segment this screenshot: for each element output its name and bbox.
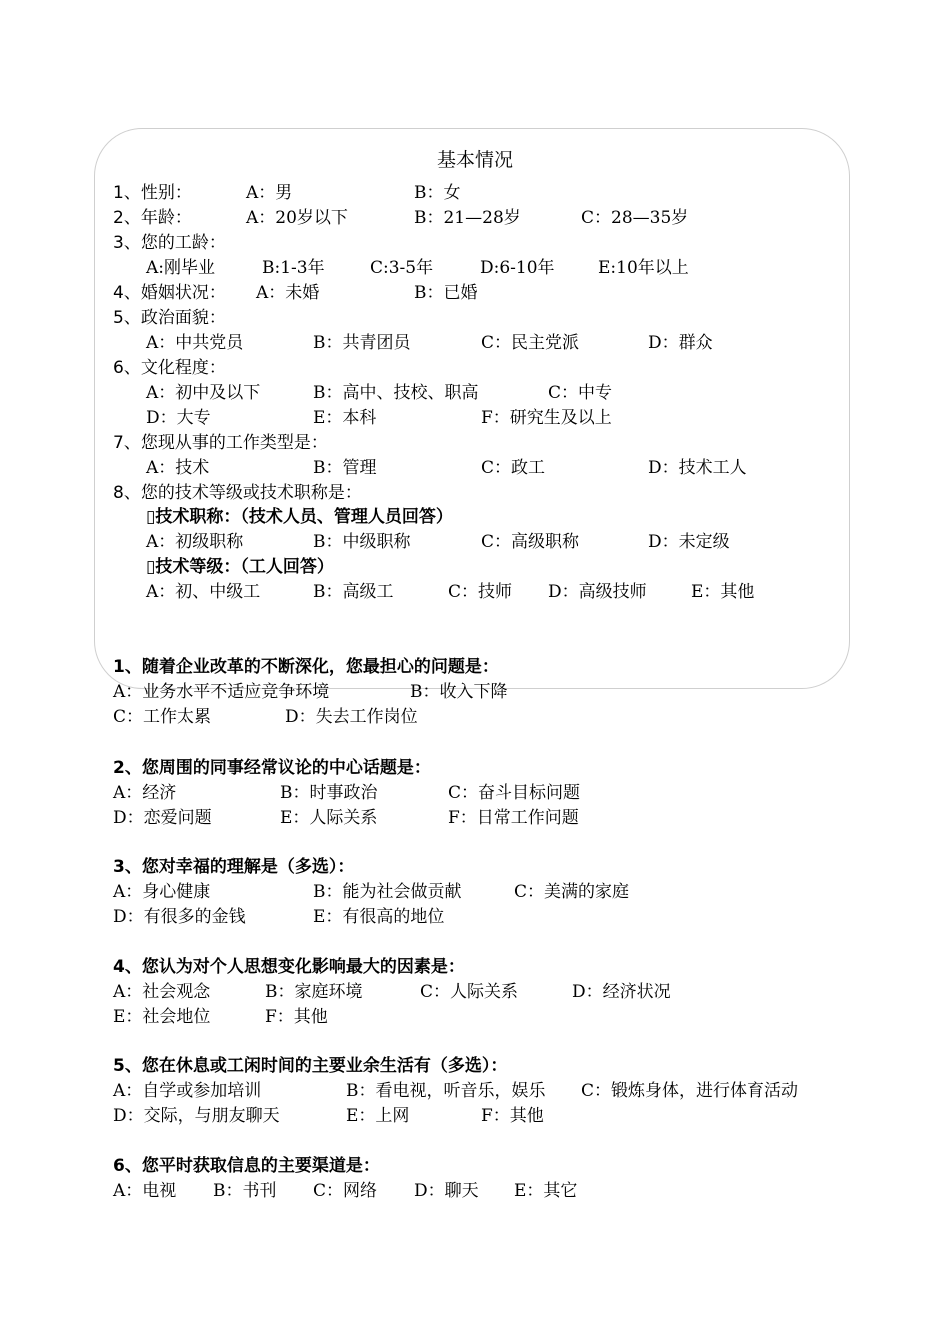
question-2-option-c[interactable]: C：奋斗目标问题 — [448, 783, 581, 803]
question-3-option-b[interactable]: B：能为社会做贡献 — [313, 882, 462, 902]
basic-q4-option-a[interactable]: A：未婚 — [256, 283, 320, 303]
basic-q7-option-b[interactable]: B：管理 — [313, 458, 377, 478]
basic-q1-option-a[interactable]: A：男 — [246, 183, 293, 203]
basic-q7-option-d[interactable]: D：技术工人 — [648, 458, 747, 478]
basic-q3-option-e[interactable]: E:10年以上 — [598, 258, 689, 278]
basic-q4-label: 4、婚姻状况： — [113, 283, 226, 303]
question-2-option-b[interactable]: B：时事政治 — [280, 783, 378, 803]
basic-q8-sub1-option-a[interactable]: A：初级职称 — [146, 532, 244, 552]
section-title: 基本情况 — [436, 149, 513, 171]
question-5-label: 5、您在休息或工闲时间的主要业余生活有（多选）： — [113, 1056, 508, 1076]
basic-q8-sub1-option-c[interactable]: C：高级职称 — [481, 532, 580, 552]
basic-q6-option-b[interactable]: B：高中、技校、职高 — [313, 383, 479, 403]
basic-q5-label: 5、政治面貌： — [113, 308, 226, 328]
basic-q8-sub2-option-b[interactable]: B：高级工 — [313, 582, 394, 602]
basic-q5-option-a[interactable]: A：中共党员 — [146, 333, 244, 353]
question-5-option-e[interactable]: E：上网 — [346, 1106, 410, 1126]
question-6-label: 6、您平时获取信息的主要渠道是： — [113, 1156, 380, 1176]
basic-q7-option-c[interactable]: C：政工 — [481, 458, 546, 478]
basic-q3-option-d[interactable]: D:6-10年 — [480, 258, 555, 278]
question-1-option-b[interactable]: B：收入下降 — [410, 682, 508, 702]
question-4-option-f[interactable]: F：其他 — [265, 1007, 328, 1027]
question-3-option-e[interactable]: E：有很高的地位 — [313, 907, 445, 927]
question-4-option-e[interactable]: E：社会地位 — [113, 1007, 211, 1027]
question-1-option-c[interactable]: C：工作太累 — [113, 707, 212, 727]
basic-q6-option-f[interactable]: F：研究生及以上 — [481, 408, 612, 428]
question-3-option-d[interactable]: D：有很多的金钱 — [113, 907, 246, 927]
basic-q6-option-a[interactable]: A：初中及以下 — [146, 383, 261, 403]
question-2-option-e[interactable]: E：人际关系 — [280, 808, 378, 828]
basic-q2-option-b[interactable]: B：21—28岁 — [414, 208, 521, 228]
basic-q8-sub1-heading: ▯技术职称：（技术人员、管理人员回答） — [146, 507, 453, 527]
basic-q6-label: 6、文化程度： — [113, 358, 226, 378]
question-5-option-f[interactable]: F：其他 — [481, 1106, 544, 1126]
basic-q8-sub2-heading: ▯技术等级：（工人回答） — [146, 557, 334, 577]
basic-q8-sub1-option-b[interactable]: B：中级职称 — [313, 532, 411, 552]
question-6-option-e[interactable]: E：其它 — [514, 1181, 578, 1201]
question-3-option-a[interactable]: A：身心健康 — [113, 882, 211, 902]
question-4-label: 4、您认为对个人思想变化影响最大的因素是： — [113, 957, 465, 977]
question-2-option-a[interactable]: A：经济 — [113, 783, 177, 803]
question-1-option-d[interactable]: D：失去工作岗位 — [285, 707, 418, 727]
basic-q2-option-a[interactable]: A：20岁以下 — [246, 208, 348, 228]
question-5-option-c[interactable]: C：锻炼身体，进行体育活动 — [581, 1081, 799, 1101]
basic-q3-option-c[interactable]: C:3-5年 — [370, 258, 434, 278]
question-2-option-f[interactable]: F：日常工作问题 — [448, 808, 579, 828]
question-4-option-b[interactable]: B：家庭环境 — [265, 982, 363, 1002]
question-2-option-d[interactable]: D：恋爱问题 — [113, 808, 212, 828]
basic-q4-option-b[interactable]: B：已婚 — [414, 283, 478, 303]
question-3-option-c[interactable]: C：美满的家庭 — [514, 882, 630, 902]
question-1-option-a[interactable]: A：业务水平不适应竞争环境 — [113, 682, 330, 702]
basic-q3-label: 3、您的工龄： — [113, 233, 226, 253]
basic-q2-option-c[interactable]: C：28—35岁 — [581, 208, 689, 228]
basic-q8-sub1-option-d[interactable]: D：未定级 — [648, 532, 730, 552]
basic-q7-label: 7、您现从事的工作类型是： — [113, 433, 328, 453]
basic-q1-option-b[interactable]: B：女 — [414, 183, 461, 203]
question-6-option-a[interactable]: A：电视 — [113, 1181, 177, 1201]
basic-q2-label: 2、年龄： — [113, 208, 192, 228]
basic-q8-label: 8、您的技术等级或技术职称是： — [113, 483, 362, 503]
basic-q5-option-d[interactable]: D：群众 — [648, 333, 713, 353]
basic-q3-option-a[interactable]: A:刚毕业 — [146, 258, 216, 278]
basic-q7-option-a[interactable]: A：技术 — [146, 458, 210, 478]
question-3-label: 3、您对幸福的理解是（多选）： — [113, 857, 355, 877]
question-5-option-d[interactable]: D：交际，与朋友聊天 — [113, 1106, 280, 1126]
basic-q6-option-d[interactable]: D：大专 — [146, 408, 211, 428]
question-4-option-d[interactable]: D：经济状况 — [572, 982, 671, 1002]
basic-q8-sub2-option-c[interactable]: C：技师 — [448, 582, 513, 602]
basic-q3-option-b[interactable]: B:1-3年 — [262, 258, 325, 278]
question-6-option-b[interactable]: B：书刊 — [213, 1181, 277, 1201]
question-6-option-d[interactable]: D：聊天 — [414, 1181, 479, 1201]
basic-q8-sub2-option-d[interactable]: D：高级技师 — [548, 582, 647, 602]
basic-q6-option-e[interactable]: E：本科 — [313, 408, 377, 428]
basic-q6-option-c[interactable]: C：中专 — [548, 383, 613, 403]
question-6-option-c[interactable]: C：网络 — [313, 1181, 378, 1201]
basic-q1-label: 1、性别： — [113, 183, 192, 203]
question-4-option-c[interactable]: C：人际关系 — [420, 982, 519, 1002]
basic-q5-option-b[interactable]: B：共青团员 — [313, 333, 411, 353]
basic-q8-sub2-option-a[interactable]: A：初、中级工 — [146, 582, 261, 602]
question-5-option-b[interactable]: B：看电视，听音乐，娱乐 — [346, 1081, 546, 1101]
question-2-label: 2、您周围的同事经常议论的中心话题是： — [113, 758, 431, 778]
basic-q8-sub2-option-e[interactable]: E：其他 — [691, 582, 755, 602]
question-1-label: 1、随着企业改革的不断深化，您最担心的问题是： — [113, 657, 499, 677]
question-4-option-a[interactable]: A：社会观念 — [113, 982, 211, 1002]
question-5-option-a[interactable]: A：自学或参加培训 — [113, 1081, 262, 1101]
basic-q5-option-c[interactable]: C：民主党派 — [481, 333, 580, 353]
